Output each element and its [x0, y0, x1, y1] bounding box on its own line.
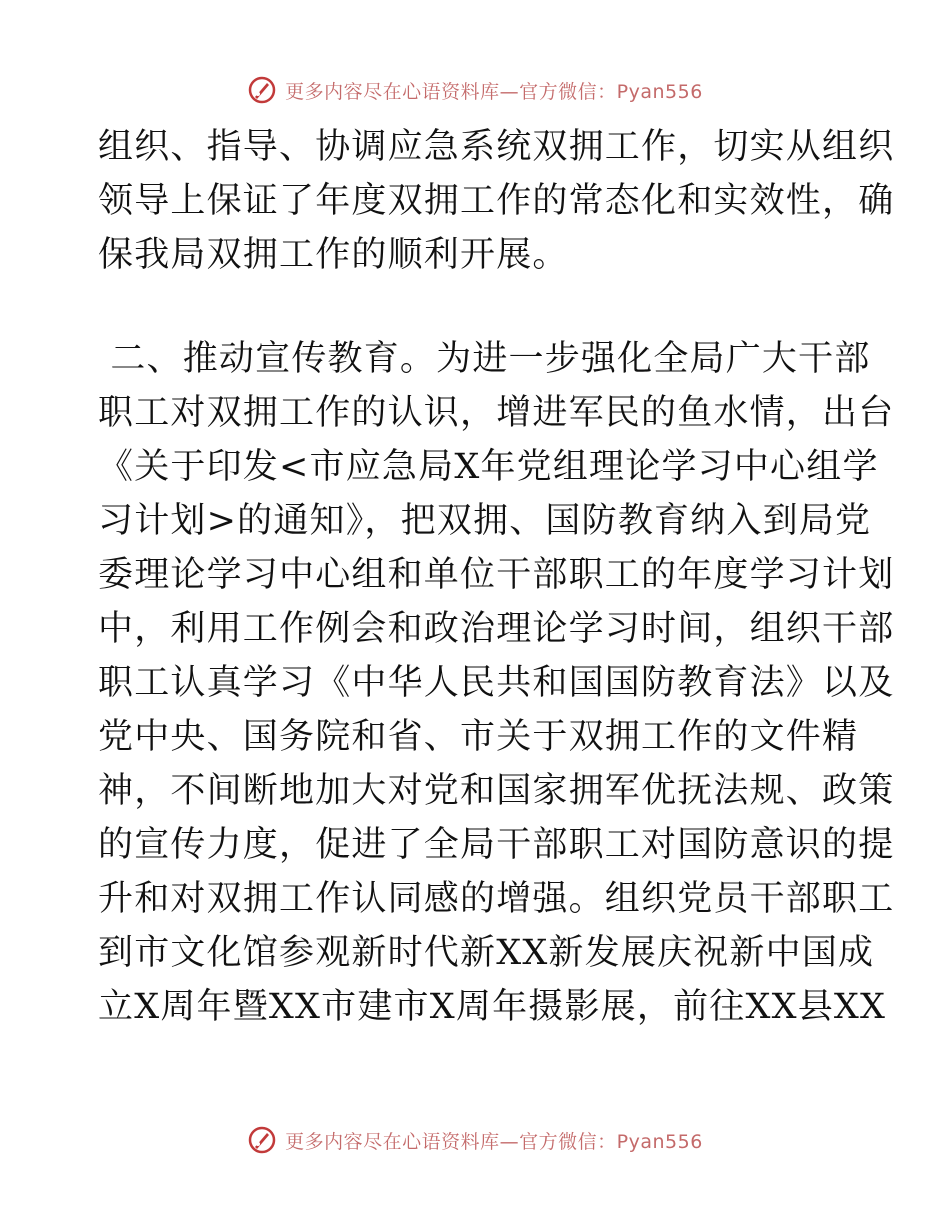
text-line: 职工对双拥工作的认识，增进军民的鱼水情，出台 [98, 393, 895, 433]
footer-watermark [0, 1120, 950, 1160]
watermark-text: 更多内容尽在心语资料库—官方微信：Pyan556 [285, 80, 703, 103]
document-body [98, 120, 895, 1034]
text-line: 二、推动宣传教育。为进一步强化全局广大干部 [98, 339, 871, 379]
text-line: 职工认真学习《中华人民共和国国防教育法》以及 [98, 663, 895, 703]
text-line: 中，利用工作例会和政治理论学习时间，组织干部 [98, 609, 895, 649]
text-line: 保我局双拥工作的顺利开展。 [98, 235, 569, 275]
paragraph-2 [98, 332, 895, 1034]
text-line: 组织、指导、协调应急系统双拥工作，切实从组织 [98, 127, 895, 167]
text-line: 到市文化馆参观新时代新XX新发展庆祝新中国成 [98, 933, 875, 973]
header-watermark [0, 70, 950, 110]
text-line: 立X周年暨XX市建市X周年摄影展，前往XX县XX [98, 987, 887, 1027]
quill-logo-icon [247, 75, 277, 105]
text-line: 升和对双拥工作认同感的增强。组织党员干部职工 [98, 879, 895, 919]
paragraph-1 [98, 120, 895, 282]
watermark-text: 更多内容尽在心语资料库—官方微信：Pyan556 [285, 1130, 703, 1153]
text-line: 的宣传力度，促进了全局干部职工对国防意识的提 [98, 825, 895, 865]
text-line: 领导上保证了年度双拥工作的常态化和实效性，确 [98, 181, 895, 221]
text-line: 神，不间断地加大对党和国家拥军优抚法规、政策 [98, 771, 895, 811]
quill-logo-icon [247, 1125, 277, 1155]
text-line: 党中央、国务院和省、市关于双拥工作的文件精 [98, 717, 859, 757]
text-line: 习计划>的通知》，把双拥、国防教育纳入到局党 [98, 501, 872, 541]
text-line: 《关于印发<市应急局X年党组理论学习中心组学 [98, 447, 879, 487]
text-line: 委理论学习中心组和单位干部职工的年度学习计划 [98, 555, 895, 595]
